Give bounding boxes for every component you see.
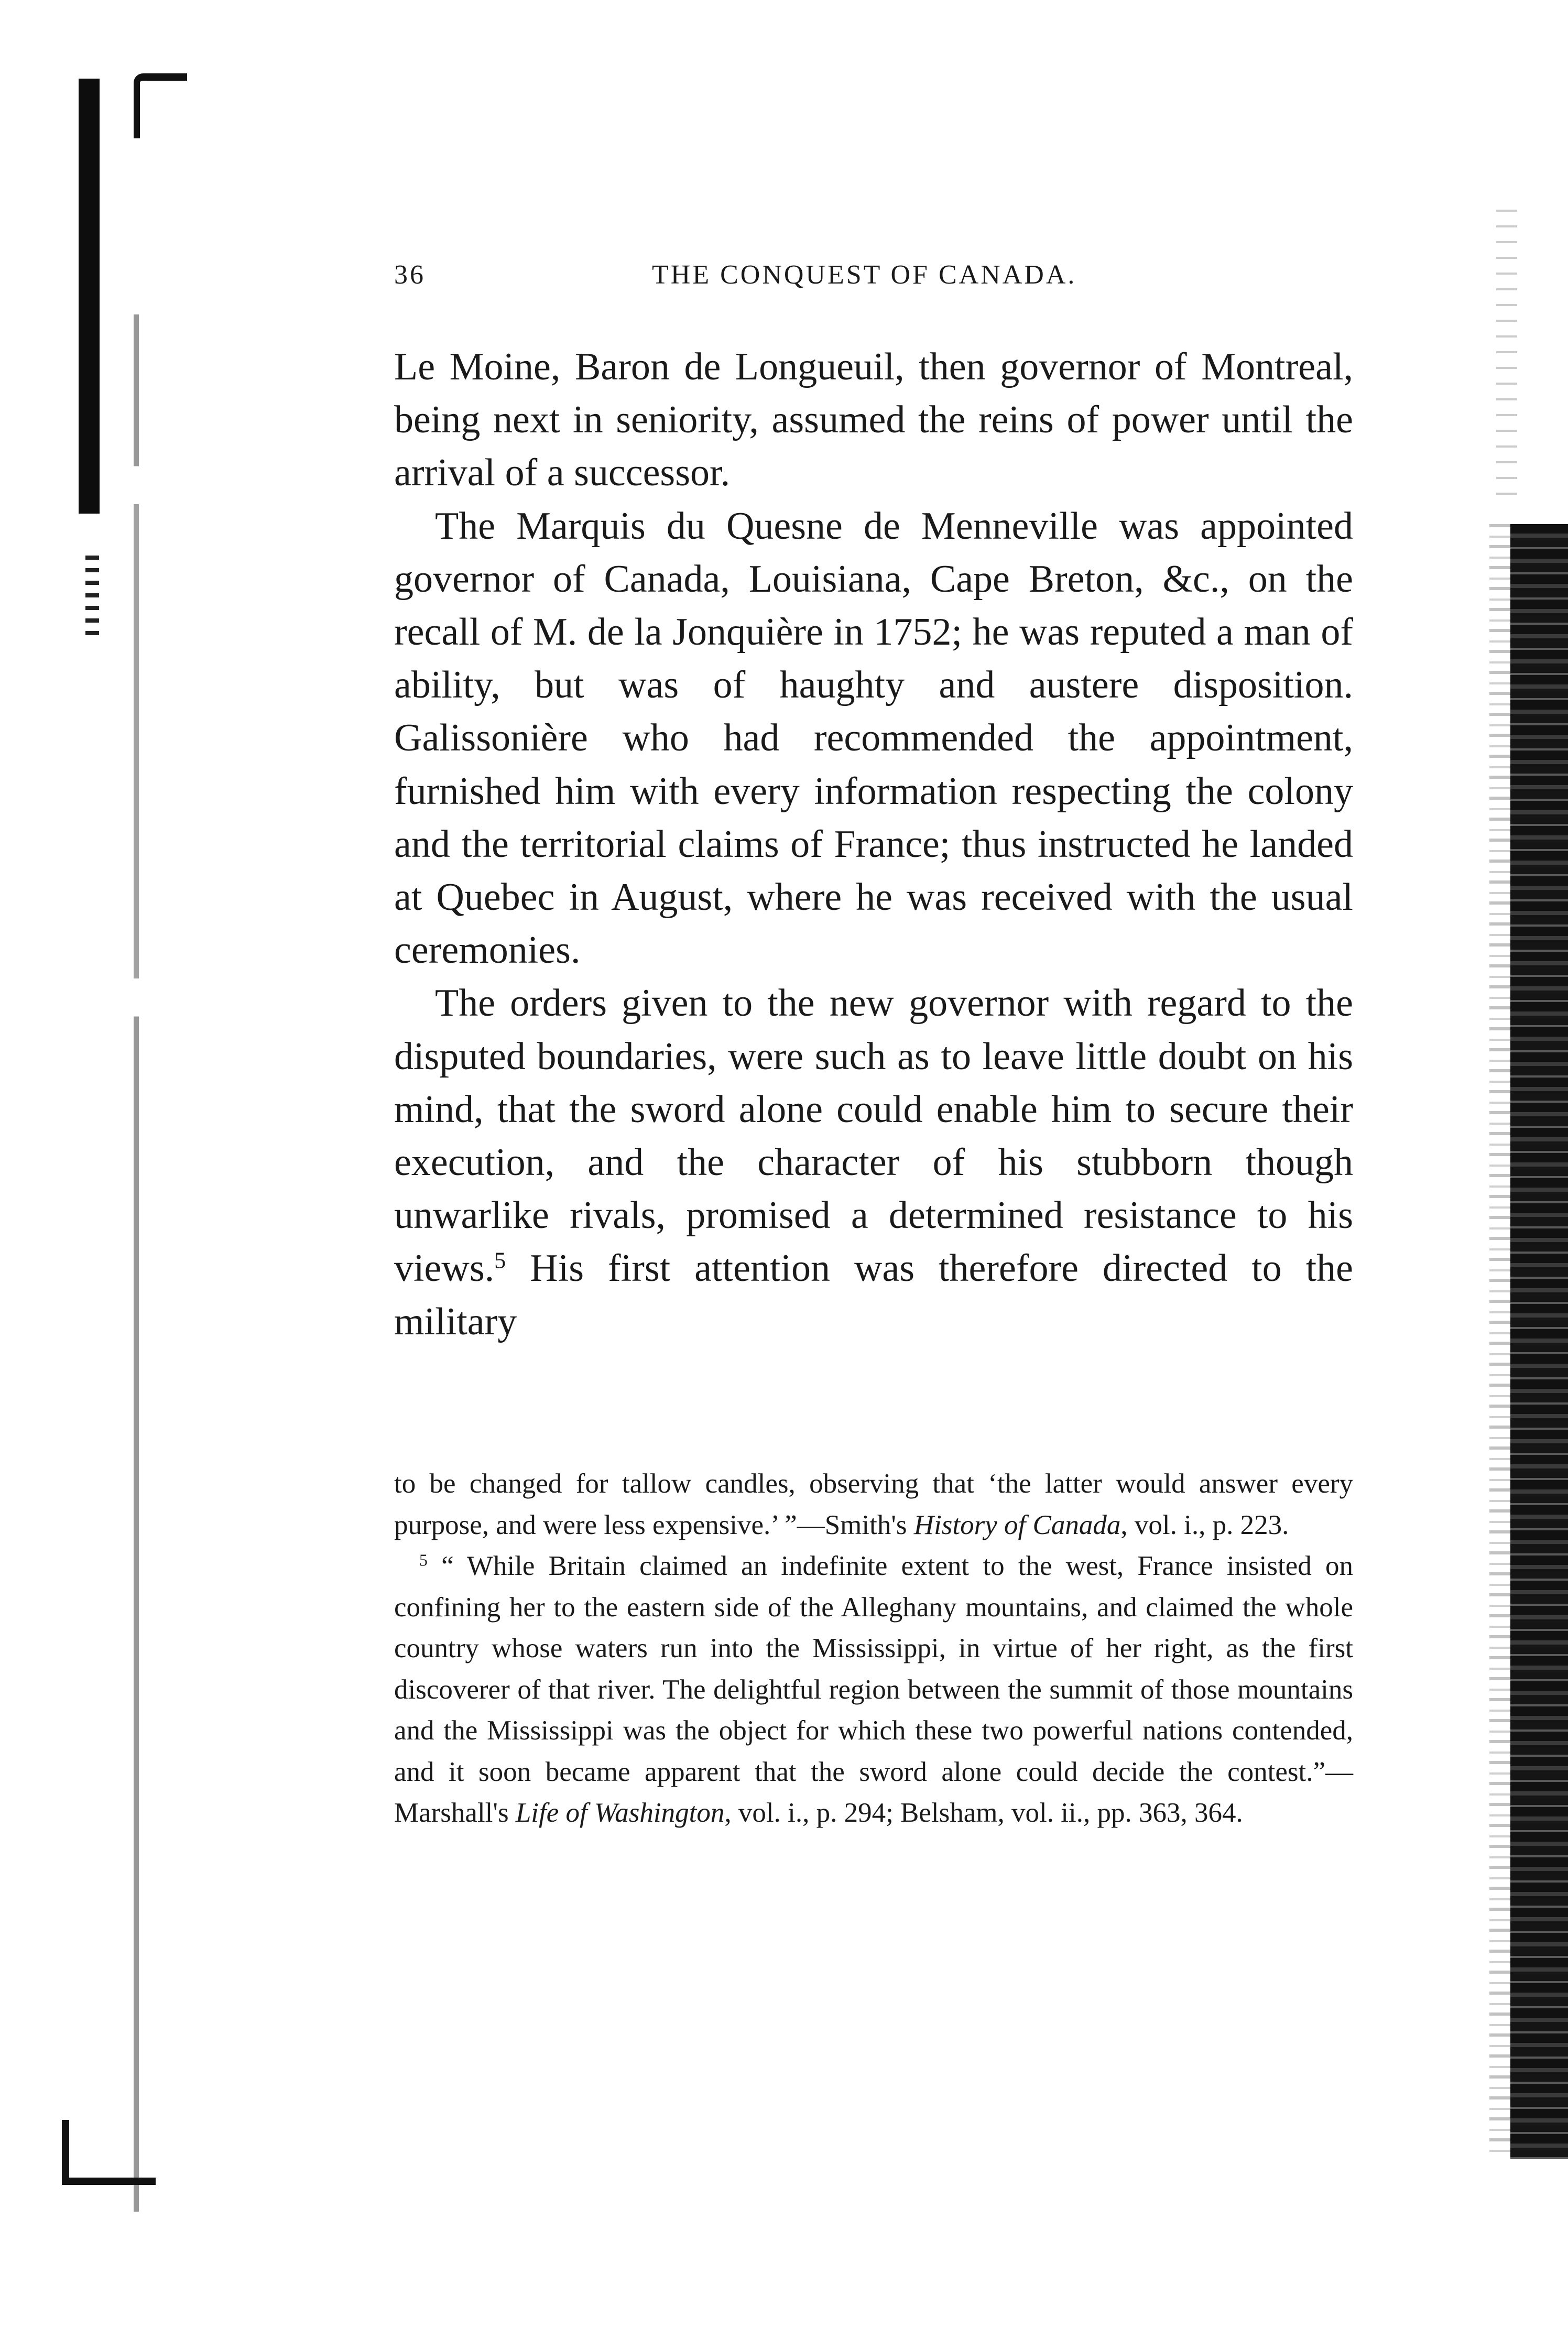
footnote-5 bbox=[394, 1546, 1353, 1834]
scan-edge-shadow-right bbox=[1510, 524, 1568, 2159]
footnotes bbox=[394, 1463, 1353, 1834]
footnote-continued-text: to be changed for tallow candles, observing that ‘the latter would answer every purpose, and were less expensive.’ ”—Smith's bbox=[394, 1468, 1353, 1540]
footnote-continued-reference: , vol. i., p. 223. bbox=[1120, 1509, 1289, 1540]
scan-binding-corner-bottom bbox=[62, 2120, 156, 2185]
footnote-5-title: Life of Washington bbox=[515, 1798, 725, 1828]
scan-binding-line-left bbox=[134, 314, 139, 2212]
footnote-5-marker: 5 bbox=[419, 1551, 428, 1570]
scan-tick-marks bbox=[85, 556, 99, 644]
scan-edge-noise-right bbox=[1496, 210, 1517, 503]
paragraph-3 bbox=[394, 977, 1353, 1348]
paragraph-3-text: The orders given to the new governor with regard to the disputed boundaries, were such as to leave little doubt on his mind, that the sword alone could enable him to secure their execution, and the character of his stubborn though unwarlike rivals, promised a determined resistance to his views. bbox=[394, 982, 1353, 1290]
footnote-5-text: “ While Britain claimed an indefinite extent to the west, France insisted on confining her to the eastern side of the Alleghany mountains, and claimed the whole country whose waters run into the Mississippi, in virtue of her right, as the first discoverer of that river. The delightful region between the summit of those mountains and the Mississippi was the object for which these two powerful nations contended, and it soon became apparent that the sword alone could decide the contest.”—Marshall's bbox=[394, 1551, 1353, 1828]
footnote-reference-5: 5 bbox=[494, 1247, 506, 1274]
page-number: 36 bbox=[394, 260, 426, 290]
paragraph-1: Le Moine, Baron de Longueuil, then governor of Montreal, being next in seniority, assumed the reins of power until the arrival of a successor. bbox=[394, 345, 1353, 495]
running-head: THE CONQUEST OF CANADA. bbox=[652, 260, 1077, 290]
scan-binding-mark-top bbox=[134, 73, 187, 138]
scan-binding-shadow-left bbox=[79, 79, 100, 514]
footnote-continued-title: History of Canada bbox=[913, 1509, 1121, 1540]
footnote-continued bbox=[394, 1463, 1353, 1546]
body-text bbox=[394, 341, 1353, 1348]
paragraph-2: The Marquis du Quesne de Menneville was appointed governor of Canada, Louisiana, Cape Breton, &c., on the recall of M. de la Jonquière in 1752; he was reputed a man of ability, but was of haughty and austere disposition. Galissonière who had recommended the appointment, furnished him with every information respecting the colony and the territorial claims of France; thus instructed he landed at Quebec in August, where he was received with the usual ceremonies. bbox=[394, 504, 1353, 972]
paragraph-3-continuation: His first attention was therefore directed to the military bbox=[394, 1247, 1353, 1343]
page-header bbox=[394, 259, 1353, 296]
footnote-5-reference: , vol. i., p. 294; Belsham, vol. ii., pp. 363, 364. bbox=[724, 1798, 1243, 1828]
